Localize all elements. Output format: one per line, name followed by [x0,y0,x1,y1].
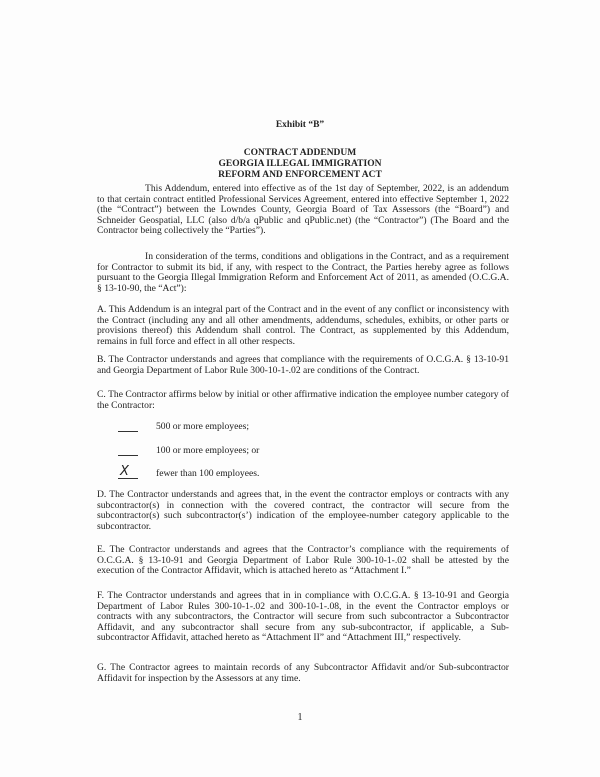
clause-g: G. The Contractor agrees to maintain records of any Subcontractor Affidavit and/or Sub-subcontractor Affidavit for inspection by the Assessors at any time. [97,662,509,684]
clause-c: C. The Contractor affirms below by initial or other affirmative indication the employee number category of the Contractor: [97,389,509,411]
consideration-paragraph: In consideration of the terms, conditions and obligations in the Contract, and as a requirement for Contractor to submit its bid, if any, with respect to the Contract, the Parties hereby agree as follows pursuant to the Georgia Illegal Immigration Reform and Enforcement Act of 2011, as amended (O.C.G.A. § 13-10-90, the “Act”): [97,251,509,294]
heading-line-2: GEORGIA ILLEGAL IMMIGRATION [218,159,382,169]
clause-a: A. This Addendum is an integral part of the Contract and in the event of any conflict or inconsistency with the Contract (including any and all other amendments, addendums, schedules, exhibits, or other parts or provisions thereof) this Addendum shall control. The Contract, as supplemented by this Addendum, remains in full force and effect in all other respects. [97,304,509,347]
initial-blank[interactable] [118,421,138,432]
exhibit-title: Exhibit “B” [275,120,325,130]
clause-b: B. The Contractor understands and agrees that compliance with the requirements of O.C.G.A. § 13-10-91 and Georgia Department of Labor Rule 300-10-1-.02 are conditions of the Contract. [97,354,509,376]
option-500-plus: 500 or more employees; [118,421,249,432]
intro-paragraph: This Addendum, entered into effective as of the 1st day of September, 2022, is an addendum to that certain contract entitled Professional Services Agreement, entered into effective September 1, 2022 (the “Contract”) between the Lowndes County, Georgia Board of Tax Assessors (the “Board”) and Schneider Geospatial, LLC (also d/b/a qPublic and qPublic.net) (the “Contractor”) (The Board and the Contractor being collectively the “Parties”). [97,183,509,237]
clause-f: F. The Contractor understands and agrees that in in compliance with O.C.G.A. § 13-10-91 and Georgia Department of Labor Rules 300-10-1-.02 and 300-10-1-.08, in the event the Contractor employs or contracts with any subcontractors, the Contractor will secure from such subcontractor a Subcontractor Affidavit, and any subcontractor shall secure from any sub-subcontractor, if applicable, a Sub-subcontractor Affidavit, attached hereto as “Attachment II” and “Attachment III,” respectively. [97,590,509,644]
page-number: 1 [297,712,303,723]
check-mark-icon: X [120,464,129,479]
heading-line-3: REFORM AND ENFORCEMENT ACT [218,170,382,180]
initial-blank[interactable] [118,464,138,479]
clause-e: E. The Contractor understands and agrees that the Contractor’s compliance with the requirements of O.C.G.A. § 13-10-91 and Georgia Department of Labor Rule 300-10-1-.02 shall be attested by the execution of the Contractor Affidavit, which is attached hereto as “Attachment I.” [97,544,509,577]
option-fewer-than-100: X fewer than 100 employees. [120,464,260,479]
clause-d: D. The Contractor understands and agrees that, in the event the contractor employs or contracts with any subcontractor(s) in connection with the covered contract, the contractor will secure from the subcontractor(s) such subcontractor(s’) indication of the employee-number category applicable to the subcontractor. [97,489,509,532]
initial-blank[interactable] [118,445,138,456]
option-100-plus: 100 or more employees; or [118,445,259,456]
heading-line-1: CONTRACT ADDENDUM [243,148,357,158]
